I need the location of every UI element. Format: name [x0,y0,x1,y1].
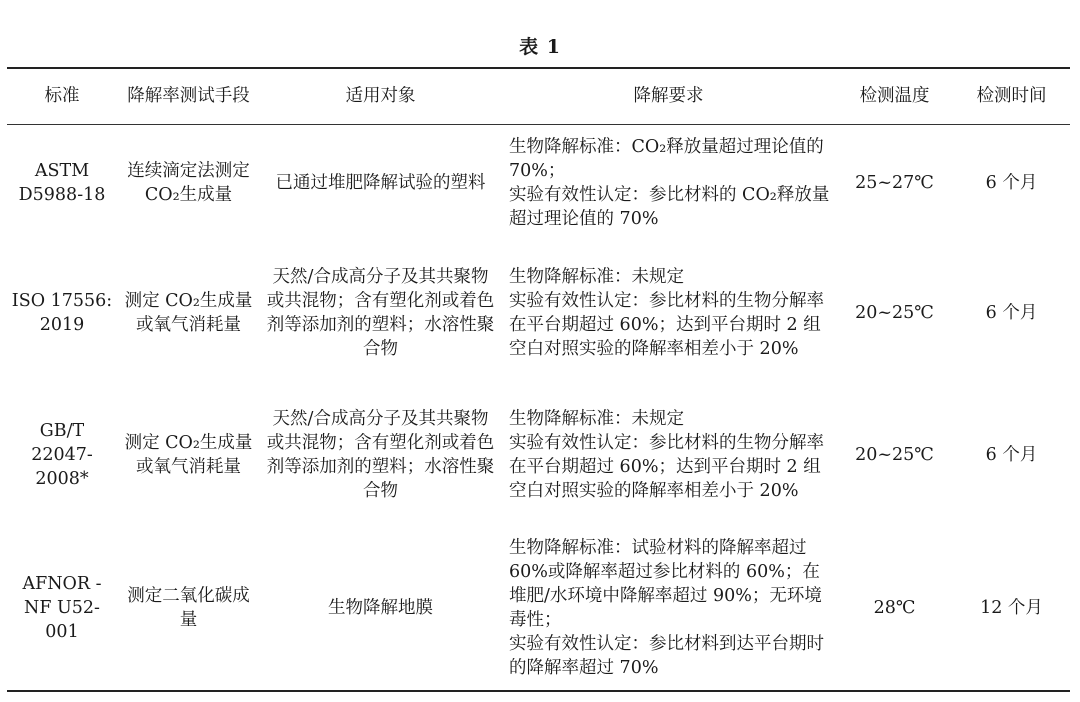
cell-standard: AFNOR - NF U52-001 [7,526,117,691]
cell-method: 测定二氧化碳成量 [117,526,260,691]
cell-method: 测定 CO₂生成量或氧气消耗量 [124,291,253,335]
header-standard: 标准 [7,68,117,124]
header-duration: 检测时间 [953,68,1070,124]
cell-method: 测定 CO₂生成量或氧气消耗量 [124,433,253,477]
cell-temperature: 28℃ [836,526,953,691]
cell-object: 生物降解地膜 [260,526,501,691]
table-row [7,124,1070,242]
cell-duration: 6 个月 [985,445,1038,465]
cell-duration: 12 个月 [953,526,1070,691]
cell-requirement [501,384,836,526]
header-requirement: 降解要求 [501,68,836,124]
requirement-line: 生物降解标准：未规定 [509,409,684,429]
requirement-line: 生物降解标准：试验材料的降解率超过 60%或降解率超过参比材料的 60%；在堆肥/水环境中降解率超过 90%；无环境毒性； [509,538,822,630]
degradation-standards-table [7,67,1070,692]
cell-requirement [501,242,836,384]
cell-standard: ASTM D5988-18 [18,161,106,206]
cell-temperature: 20~25℃ [855,303,934,323]
header-method: 降解率测试手段 [117,68,260,124]
requirement-line: 生物降解标准：未规定 [509,267,684,287]
header-temperature: 检测温度 [836,68,953,124]
cell-object: 已通过堆肥降解试验的塑料 [275,173,486,194]
table-row [7,526,1070,691]
requirement-line: 生物降解标准：CO₂释放量超过理论值的 70%； [509,137,824,182]
cell-duration: 6 个月 [985,173,1038,194]
table-caption: 表 1 [519,36,561,58]
requirement-line: 实验有效性认定：参比材料的生物分解率在平台期超过 60%；达到平台期时 2 组空白对照实验的降解率相差小于 20% [509,291,824,359]
cell-object: 天然/合成高分子及其共聚物或共混物；含有塑化剂或着色剂等添加剂的塑料；水溶性聚合物 [266,267,495,359]
cell-standard: ISO 17556: 2019 [11,291,113,335]
cell-temperature: 25~27℃ [855,173,934,194]
cell-method: 连续滴定法测定 CO₂生成量 [127,161,250,206]
requirement-line: 实验有效性认定：参比材料的生物分解率在平台期超过 60%；达到平台期时 2 组空白对照实验的降解率相差小于 20% [509,433,824,501]
cell-object: 天然/合成高分子及其共聚物或共混物；含有塑化剂或着色剂等添加剂的塑料；水溶性聚合物 [266,409,495,501]
cell-duration: 6 个月 [985,303,1038,323]
header-object: 适用对象 [260,68,501,124]
cell-requirement [501,124,836,242]
requirement-line: 实验有效性认定：参比材料到达平台期时的降解率超过 70% [509,634,824,678]
table-header-row [7,68,1070,124]
requirement-line: 实验有效性认定：参比材料的 CO₂释放量超过理论值的 70% [509,185,830,230]
cell-standard: GB/T 22047-2008* [31,421,93,489]
cell-requirement [501,526,836,691]
table-row [7,384,1070,526]
table-row [7,242,1070,384]
cell-temperature: 20~25℃ [855,445,934,465]
